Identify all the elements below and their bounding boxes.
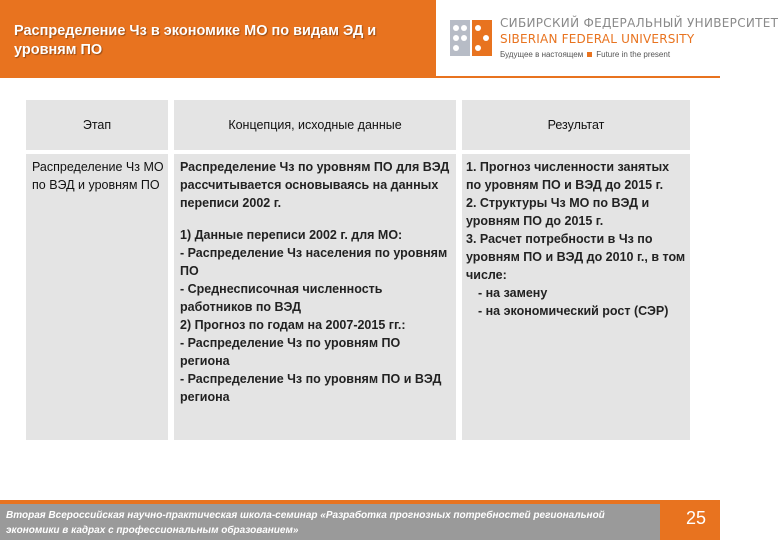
page-number: 25 [685, 508, 707, 528]
result-line: 2. Структуры Чз МО по ВЭД и уровням ПО до 2015 г. [466, 196, 650, 228]
tagline-separator-icon [587, 52, 592, 57]
concept-line: - Распределение Чз населения по уровням ПО [180, 246, 448, 278]
result-cell [466, 158, 686, 320]
stage-cell: Распределение Чз МО по ВЭД и уровням ПО [32, 160, 164, 192]
column-stage [26, 100, 168, 440]
column-header-result: Результат [547, 118, 605, 132]
university-tagline [500, 50, 670, 59]
title-bar [0, 0, 436, 78]
concept-intro: Распределение Чз по уровням ПО для ВЭД рассчитывается основываясь на данных переписи 2002 г. [180, 160, 450, 210]
concept-line: - Распределение Чз по уровням ПО региона [180, 336, 401, 368]
content-table [26, 100, 690, 440]
column-concept [174, 100, 456, 440]
column-header-concept: Концепция, исходные данные [228, 118, 402, 132]
slide-title: Распределение Чз в экономике МО по видам ЭД и уровням ПО [14, 23, 377, 58]
concept-line: 2) Прогноз по годам на 2007-2015 гг.: [180, 318, 406, 332]
footer-caption: Вторая Всероссийская научно-практическая школа-семинар «Разработка прогнозных потребностей региональной экономики в кадрах с профессиональным образованием» [0, 504, 660, 540]
concept-cell [180, 158, 452, 406]
university-name-ru: СИБИРСКИЙ ФЕДЕРАЛЬНЫЙ УНИВЕРСИТЕТ [500, 16, 778, 30]
university-emblem-icon [448, 16, 494, 60]
concept-line: - Среднесписочная численность работников по ВЭД [180, 282, 383, 314]
result-line: 1. Прогноз численности занятых по уровням ПО и ВЭД до 2015 г. [466, 160, 670, 192]
tagline-ru: Будущее в настоящем [500, 50, 584, 59]
concept-line: 1) Данные переписи 2002 г. для МО: [180, 228, 403, 242]
university-logo [444, 10, 778, 70]
university-name-en: SIBERIAN FEDERAL UNIVERSITY [500, 32, 695, 46]
tagline-en: Future in the present [596, 50, 671, 59]
column-result [462, 100, 690, 440]
result-line: - на экономический рост (СЭР) [478, 304, 669, 318]
concept-line: - Распределение Чз по уровням ПО и ВЭД региона [180, 372, 442, 404]
column-header-stage: Этап [82, 118, 112, 132]
result-line: - на замену [478, 286, 548, 300]
header-divider [436, 76, 720, 78]
result-line: 3. Расчет потребности в Чз по уровням ПО и ВЭД до 2010 г., в том числе: [466, 232, 686, 282]
